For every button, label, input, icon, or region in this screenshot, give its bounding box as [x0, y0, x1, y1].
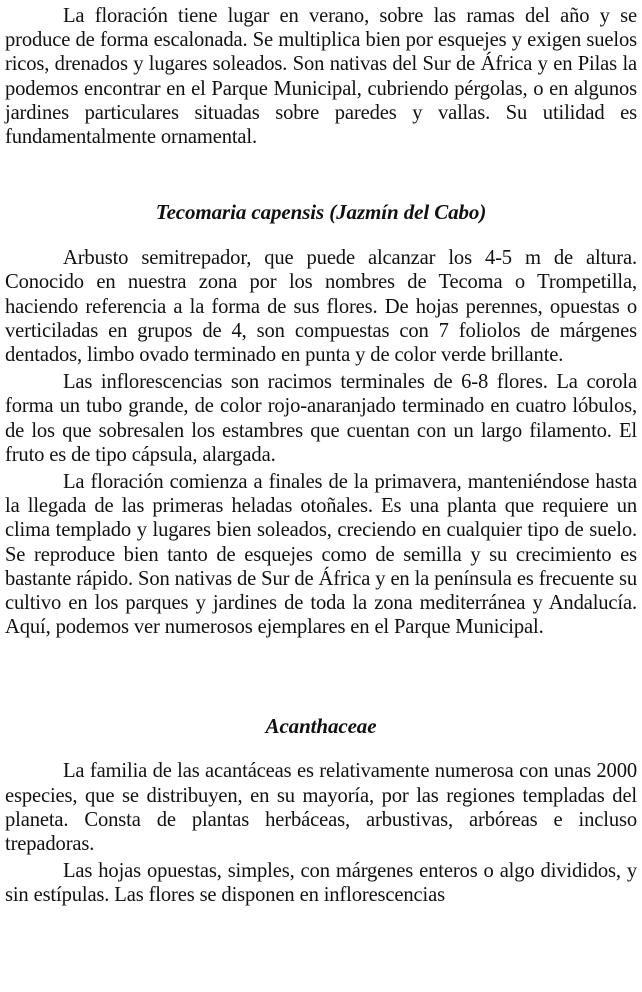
body-paragraph: La familia de las acantáceas es relativamente numerosa con unas 2000 especies, que se distribuyen, en su mayoría, por las regiones templadas del planeta. Consta de plantas herbáceas, arbustivas, arbóreas e incluso trepadoras. [5, 760, 637, 856]
body-paragraph: La floración tiene lugar en verano, sobre las ramas del año y se produce de forma escalonada. Se multiplica bien por esquejes y exigen suelos ricos, drenados y lugares soleados. Son nativas del Sur de África y en Pilas la podemos encontrar en el Parque Municipal, cubriendo pérgolas, o en algunos jardines particulares situadas sobre paredes y vallas. Su utilidad es fundamentalmente ornamental. [5, 5, 637, 149]
body-paragraph: La floración comienza a finales de la primavera, manteniéndose hasta la llegada de las primeras heladas otoñales. Es una planta que requiere un clima templado y lugares bien soleados, creciendo en cualquier tipo de suelo. Se reproduce bien tanto de esquejes como de semilla y su crecimiento es bastante rápido. Son nativas de Sur de África y en la península es frecuente su cultivo en los parques y jardines de toda la zona mediterránea y Andalucía. Aquí, podemos ver numerosos ejemplares en el Parque Municipal. [5, 471, 637, 639]
body-paragraph: Las hojas opuestas, simples, con márgenes enteros o algo divididos, y sin estípulas. Las flores se disponen en inflorescencias [5, 860, 637, 907]
body-paragraph: Arbusto semitrepador, que puede alcanzar los 4-5 m de altura. Conocido en nuestra zona por los nombres de Tecoma o Trompetilla, haciendo referencia a la forma de sus flores. De hojas perennes, opuestas o verticiladas en grupos de 4, son compuestas con 7 foliolos de márgenes dentados, limbo ovado terminado en punta y de color verde brillante. [5, 247, 637, 367]
section-heading-acanthaceae: Acanthaceae [265, 714, 377, 739]
body-paragraph: Las inflorescencias son racimos terminales de 6-8 flores. La corola forma un tubo grande, de color rojo-anaranjado terminado en cuatro lóbulos, de los que sobresalen los estambres que cuentan con un largo filamento. El fruto es de tipo cápsula, alargada. [5, 371, 637, 466]
document-page [5, 4, 637, 908]
section-heading-tecomaria: Tecomaria capensis (Jazmín del Cabo) [155, 200, 487, 225]
